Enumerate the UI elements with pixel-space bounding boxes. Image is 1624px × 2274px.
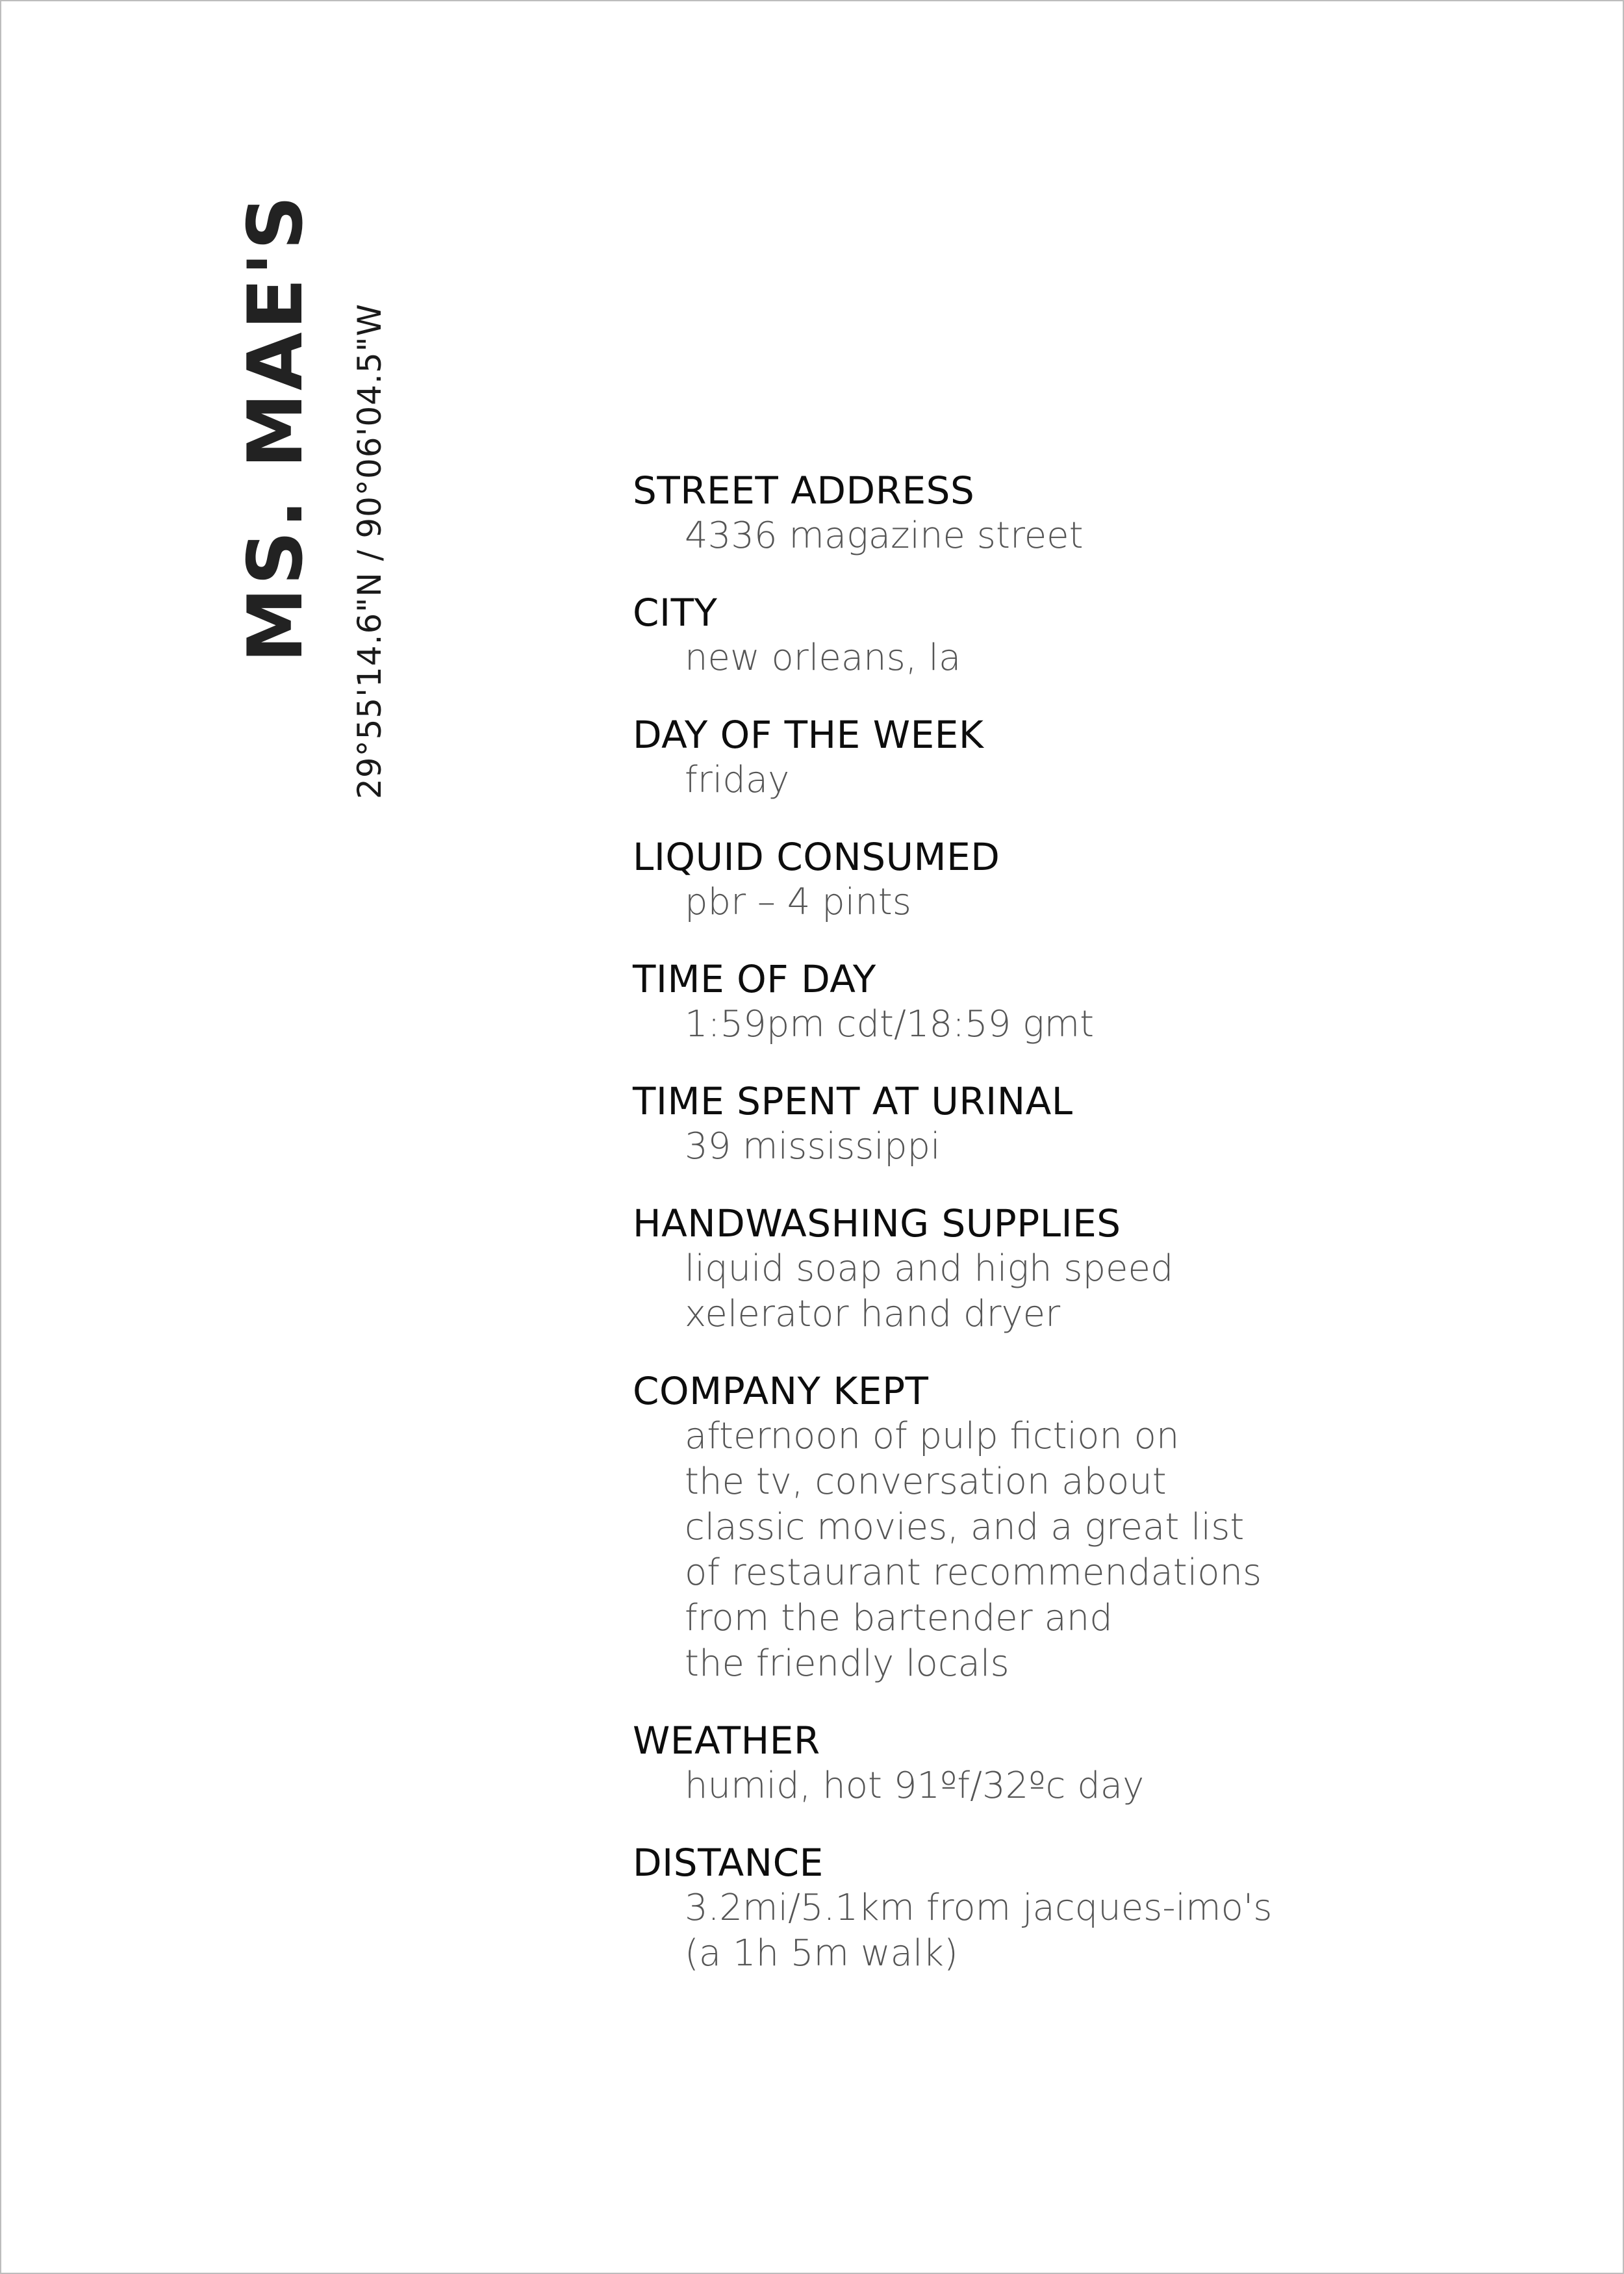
entry-value-line: humid, hot 91ºf/32ºc day	[685, 1765, 1145, 1807]
entry-value-line: the tv, conversation about	[685, 1461, 1167, 1503]
entry-label: TIME OF DAY	[633, 957, 876, 1001]
entry-value	[685, 1763, 1542, 1809]
entry-value	[685, 513, 1542, 559]
entry-value	[685, 758, 1542, 803]
entry-list	[633, 468, 1542, 2008]
entry-weather	[633, 1718, 1542, 1809]
entry-value-line: pbr – 4 pints	[685, 881, 911, 923]
entry-value-line: afternoon of pulp fiction on	[685, 1415, 1180, 1457]
entry-value-line: 3.2mi/5.1km from jacques-imo's	[685, 1887, 1273, 1929]
entry-value-line: 39 mississippi	[685, 1125, 941, 1168]
entry-label: DISTANCE	[633, 1841, 824, 1885]
entry-value	[685, 1124, 1542, 1169]
entry-city	[633, 590, 1542, 681]
entry-time-of-day	[633, 956, 1542, 1047]
entry-value-line: the friendly locals	[685, 1642, 1009, 1685]
entry-value	[685, 1246, 1542, 1337]
entry-value	[685, 880, 1542, 925]
entry-day-of-week	[633, 712, 1542, 803]
entry-value	[685, 635, 1542, 681]
venue-header	[221, 193, 388, 799]
entry-value-line: liquid soap and high speed	[685, 1247, 1174, 1290]
entry-value	[685, 1002, 1542, 1047]
entry-value	[685, 1414, 1542, 1687]
entry-label: LIQUID CONSUMED	[633, 835, 1000, 879]
entry-value-line: xelerator hand dryer	[685, 1293, 1061, 1335]
entry-liquid-consumed	[633, 834, 1542, 925]
entry-value-line: 1:59pm cdt/18:59 gmt	[685, 1003, 1095, 1045]
entry-value-line: of restaurant recommendations	[685, 1552, 1262, 1594]
entry-value	[685, 1885, 1542, 1976]
entry-label: WEATHER	[633, 1718, 820, 1763]
entry-handwashing-supplies	[633, 1201, 1542, 1337]
entry-label: TIME SPENT AT URINAL	[633, 1079, 1073, 1123]
entry-value-line: new orleans, la	[685, 637, 961, 679]
entry-value-line: friday	[685, 759, 790, 801]
entry-label: HANDWASHING SUPPLIES	[633, 1201, 1121, 1246]
entry-company-kept	[633, 1368, 1542, 1687]
entry-value-line: 4336 magazine street	[685, 515, 1084, 557]
entry-street-address	[633, 468, 1542, 559]
coordinates: 29°55'14.6"N / 90°06'04.5"W	[351, 303, 388, 799]
entry-label: COMPANY KEPT	[633, 1369, 929, 1413]
entry-label: CITY	[633, 591, 718, 635]
entry-label: STREET ADDRESS	[633, 468, 975, 513]
entry-value-line: (a 1h 5m walk)	[685, 1932, 958, 1974]
venue-name: MS. MAE'S	[232, 193, 320, 663]
entry-time-spent-at-urinal	[633, 1079, 1542, 1169]
entry-distance	[633, 1840, 1542, 1976]
entry-value-line: classic movies, and a great list	[685, 1506, 1245, 1548]
entry-label: DAY OF THE WEEK	[633, 713, 984, 757]
entry-value-line: from the bartender and	[685, 1597, 1113, 1639]
